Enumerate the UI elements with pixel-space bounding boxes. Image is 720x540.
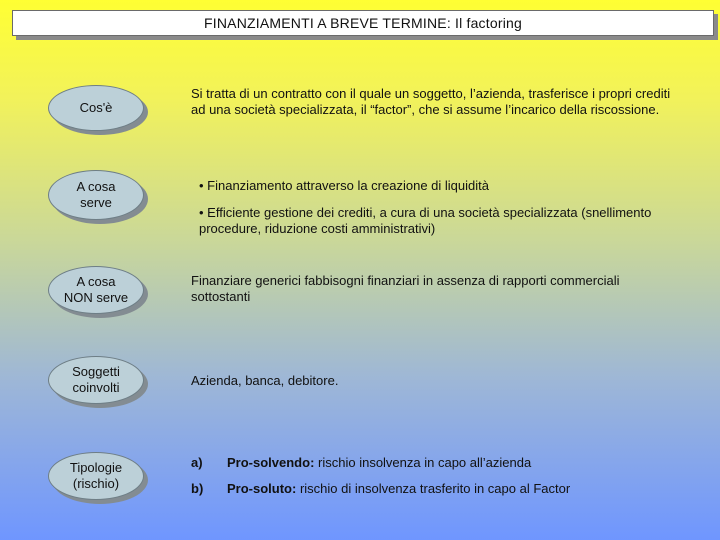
slide-title	[12, 10, 714, 36]
oval-a-cosa-serve	[48, 170, 144, 220]
oval-a-cosa-non-serve	[48, 266, 144, 314]
oval-cose-label: Cos'è	[79, 100, 113, 115]
oval-a-cosa-non-serve-label: A cosa NON serve	[63, 274, 129, 305]
tipologia-item-a-letter: a)	[191, 455, 203, 470]
oval-cose	[48, 85, 144, 131]
tipologia-item-b-desc: rischio di insolvenza trasferito in capo al Factor	[296, 481, 571, 496]
soggetti-description: Azienda, banca, debitore.	[191, 373, 339, 388]
slide-title-text: FINANZIAMENTI A BREVE TERMINE: Il factoring	[204, 15, 522, 31]
a-cosa-non-serve-description: Finanziare generici fabbisogni finanziari in assenza di rapporti commerciali sottostanti	[191, 273, 620, 304]
oval-tipologie	[48, 452, 144, 500]
tipologia-item-b-term: Pro-soluto:	[227, 481, 297, 496]
tipologia-item-a	[191, 455, 531, 471]
cose-description: Si tratta di un contratto con il quale un soggetto, l’azienda, trasferisce i propri crediti ad una società specializzata, il “factor”, che si assume l’incarico della riscossione.	[191, 86, 671, 117]
oval-soggetti-label: Soggetti coinvolti	[72, 364, 120, 395]
a-cosa-serve-bullet-2: • Efficiente gestione dei crediti, a cura di una società specializzata (snellimento procedure, riduzione costi amministrativi)	[199, 205, 652, 236]
tipologia-item-b-letter: b)	[191, 481, 204, 496]
oval-soggetti	[48, 356, 144, 404]
tipologia-item-b	[191, 481, 570, 497]
oval-a-cosa-serve-label: A cosa serve	[76, 179, 116, 210]
tipologia-item-a-term: Pro-solvendo:	[227, 455, 315, 470]
oval-tipologie-label: Tipologie (rischio)	[69, 460, 123, 491]
tipologia-item-a-desc: rischio insolvenza in capo all’azienda	[314, 455, 532, 470]
a-cosa-serve-bullet-1: • Finanziamento attraverso la creazione di liquidità	[199, 178, 489, 193]
